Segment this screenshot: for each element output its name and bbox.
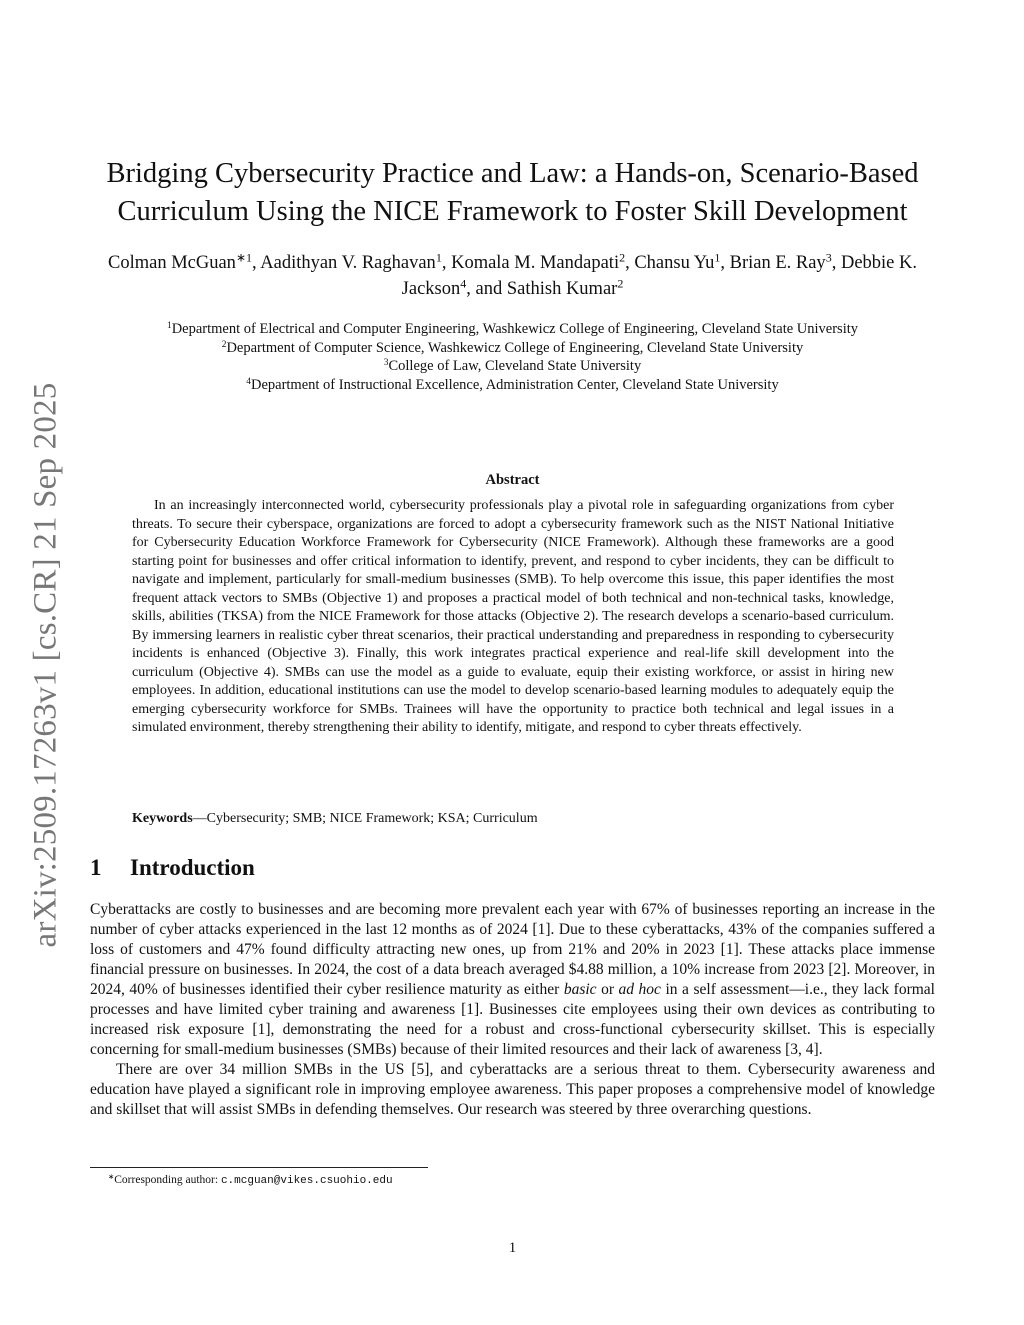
keywords xyxy=(132,810,894,828)
introduction-body xyxy=(90,900,935,1120)
affiliation: $^4$Department of Instructional Excellence, Administration Center, Cleveland State University xyxy=(246,376,779,393)
author-name: Brian E. Ray xyxy=(729,253,826,273)
author-name: Aadithyan V. Raghavan xyxy=(260,253,436,273)
abstract-text: In an increasingly interconnected world, cybersecurity professionals play a pivotal role in safeguarding organizations from cyber threats. To secure their cyberspace, organizations are forced to adopt a cybersecurity framework such as the NIST National Initiative for Cybersecurity Education Workforce Framework for Cybersecurity (NICE Framework). Although these frameworks are a good starting point for businesses and offer critical information to identify, prevent, and respond to cyber incidents, they can be difficult to navigate and implement, particularly for small-medium businesses (SMB). To help overcome this issue, this paper identifies the most frequent attack vectors to SMBs (Objective 1) and proposes a practical model of both technical and non-technical tasks, knowledge, skills, abilities (TKSA) from the NICE Framework for those attacks (Objective 2). The research develops a scenario-based curriculum. By immersing learners in realistic cyber threat scenarios, their practical understanding and preparedness in responding to cybersecurity incidents is enhanced (Objective 3). Finally, this work integrates practical experience and real-life skill development into the curriculum (Objective 4). SMBs can use the model as a guide to evaluate, equip their existing workforce, or assist in hiring new employees. In addition, educational institutions can use the model to develop scenario-based learning modules to adequately equip the emerging cybersecurity workforce for SMBs. Trainees will have the opportunity to practice both technical and legal issues in a simulated environment, thereby strengthening their ability to identify, mitigate, and respond to cyber threats effectively. xyxy=(132,498,894,735)
page-number: 1 xyxy=(508,1240,517,1256)
keywords-text: —Cybersecurity; SMB; NICE Framework; KSA; Curriculum xyxy=(192,811,538,826)
affiliation-list xyxy=(90,320,935,394)
author-name: Chansu Yu xyxy=(634,253,715,273)
section-number: 1 xyxy=(90,855,102,880)
title-line: Curriculum Using the NICE Framework to Foster Skill Development xyxy=(117,196,908,227)
author-name: Debbie K. Jackson xyxy=(401,253,917,299)
author-name: Sathish Kumar xyxy=(506,279,618,299)
paragraph: Cyberattacks are costly to businesses and are becoming more prevalent each year with 67% of businesses reporting an increase in the number of cyber attacks experienced in the last 12 months as of 2024 [1]. Due to these cyberattacks, 43% of the companies suffered a loss of customers and 47% found difficulty attracting new ones, up from 21% and 20% in 2023 [1]. These attacks place immense financial pressure on businesses. In 2024, the cost of a data breach averaged $4.88 million, a 10% increase from 2023 [2]. Moreover, in 2024, 40% of businesses identified their cyber resilience maturity as either basic or ad hoc in a self assessment—i.e., they lack formal processes and have limited cyber training and awareness [1]. Businesses cite employees using their own devices as contributing to increased risk exposure [1], demonstrating the need for a robust and cross-functional cybersecurity skillset. This is especially concerning for small-medium businesses (SMBs) because of their limited resources and their lack of awareness [3, 4]. xyxy=(90,901,935,1058)
paper-title xyxy=(90,155,935,231)
affiliation: $^1$Department of Electrical and Computer Engineering, Washkewicz College of Engineering, Cleveland State University xyxy=(167,320,858,337)
affiliation: $^2$Department of Computer Science, Washkewicz College of Engineering, Cleveland State University xyxy=(221,339,804,356)
paragraph: There are over 34 million SMBs in the US [5], and cyberattacks are a serious threat to them. Cybersecurity awareness and education have played a significant role in improving employee awareness. This paper proposes a comprehensive model of knowledge and skillset that will assist SMBs in defending themselves. Our research was steered by three overarching questions. xyxy=(90,1061,935,1118)
author-list: Colman McGuan$^{∗1}$, Aadithyan V. Raghavan$^1$, Komala M. Mandapati$^2$, Chansu Yu$^1$, Brian E. Ray$^3$, Debbie K. Jackson$^4$, and Sathish Kumar$^2$ xyxy=(108,250,917,299)
section-title: Introduction xyxy=(130,855,255,880)
abstract-heading: Abstract xyxy=(485,472,540,488)
email-link[interactable]: c.mcguan@vikes.csuohio.edu xyxy=(220,1175,393,1187)
author-name: Komala M. Mandapati xyxy=(451,253,620,273)
footnote: ∗Corresponding author: c.mcguan@vikes.csuohio.edu xyxy=(108,1171,393,1187)
section-heading xyxy=(90,855,255,881)
author-name: Colman McGuan xyxy=(108,253,236,273)
affiliation: $^3$College of Law, Cleveland State University xyxy=(383,357,642,374)
arxiv-identifier-stamp: arXiv:2509.17263v1 [cs.CR] 21 Sep 2025 xyxy=(27,382,64,948)
footnote-divider xyxy=(90,1167,428,1168)
keywords-label: Keywords xyxy=(132,811,193,826)
title-line: Bridging Cybersecurity Practice and Law: a Hands-on, Scenario-Based xyxy=(106,158,919,189)
